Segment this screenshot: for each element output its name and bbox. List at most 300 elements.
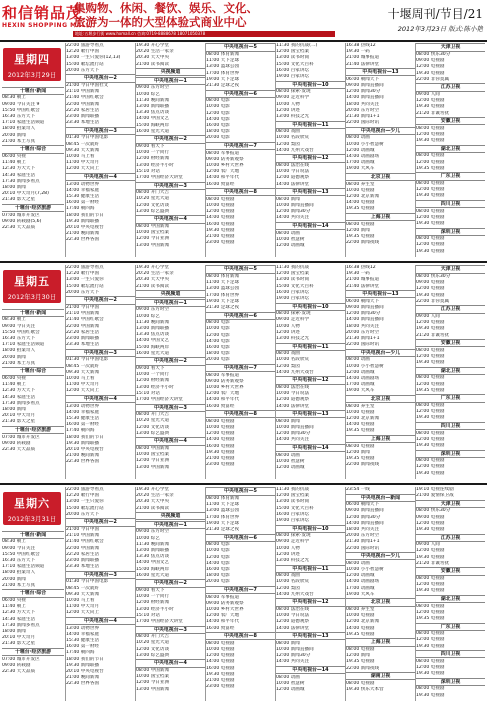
program-entry: 12:00 新闻 xyxy=(346,653,370,659)
program-entry: 19:00 百家讲坛 xyxy=(276,296,310,302)
schedule-column xyxy=(136,43,205,257)
program-entry: 13:00 经济半小时 xyxy=(136,606,174,612)
program-entry: 14:00 和平年代 xyxy=(206,175,240,181)
program-entry: 21:30 新闻1+1 xyxy=(346,114,380,120)
schedule-column xyxy=(206,487,275,701)
program-entry: 12:00 电视剧 xyxy=(416,131,445,137)
program-entry: 12:00 电视剧 xyxy=(416,436,445,442)
program-entry: 12:30 方大天下 xyxy=(2,166,36,172)
program-entry: 14:00 新闻直播间 xyxy=(346,520,384,526)
program-entry: 08:00 军事报道 xyxy=(206,372,240,378)
program-entry: 13:00 科技之光 xyxy=(276,114,310,120)
program-entry: 15:00 文化大百科 xyxy=(276,505,314,511)
program-entry: 13:00 读书时间 xyxy=(276,277,310,283)
program-entry: 14:00 电影 xyxy=(206,338,230,344)
program-entry: 12:00 梨园 xyxy=(276,585,300,591)
program-entry: 18:00 拍案奇人 xyxy=(2,570,36,576)
program-entry: 08:00 电视剧 xyxy=(346,443,375,449)
program-entry: 10:00 综艺 xyxy=(136,91,160,97)
program-entry: 08:00 电视剧 xyxy=(416,208,445,214)
program-entry: 12:00 电视剧 xyxy=(416,320,445,326)
program-entry: 12:00 农广天地 xyxy=(206,613,240,619)
program-entry: 21:40 法律讲堂 xyxy=(346,283,380,289)
program-entry: 14:00 电视剧 xyxy=(206,659,235,665)
program-entry: 18:00 拍案奇人 xyxy=(2,348,36,354)
program-entry: 21:30 影天之星 xyxy=(2,419,36,425)
program-entry: 23:30 本地生活 xyxy=(66,342,100,348)
channel-heading: 中央电视台—5 xyxy=(206,487,275,495)
program-entry: 08:00 电视剧 xyxy=(416,631,445,637)
channel-heading: 十堰台·经济旅游 xyxy=(2,426,64,434)
program-entry: 19:30 电视剧 xyxy=(206,227,235,233)
program-entry: 21:40 中国红歌会 xyxy=(66,95,104,101)
program-entry xyxy=(2,524,64,530)
channel-heading: 十堰台·综合 xyxy=(2,145,64,153)
program-entry: 22:00 旅游导看点 xyxy=(66,43,104,48)
program-entry: 12:00 今日亚洲 xyxy=(136,680,170,686)
program-entry: 12:00 电视剧 xyxy=(416,409,445,415)
schedule-column xyxy=(66,265,135,479)
program-entry: 10:00 新闻直播间 xyxy=(276,425,314,430)
program-entry: 08:00 中国新闻 xyxy=(136,668,170,673)
program-entry: 10:20 星光大道 xyxy=(136,196,170,202)
program-entry: 15:50 中国红歌会 xyxy=(2,329,40,335)
channel-heading: 中央电视台—8 xyxy=(206,410,275,418)
program-entry: 10:00 电视剧 xyxy=(346,613,375,619)
program-entry: 21:40 中国红歌会 xyxy=(66,317,104,323)
program-entry: 19:30 电视剧 xyxy=(416,104,445,110)
program-entry: 09:00 人间 xyxy=(416,91,440,97)
program-entry: 08:00 军事报道 xyxy=(206,150,240,156)
weekday-label: 星期四 xyxy=(14,53,50,66)
program-entry: 14:00 电视剧 xyxy=(346,200,375,206)
program-entry: 20:10 中天奇月 xyxy=(2,635,36,641)
program-entry: 09:00 防务新观察 xyxy=(206,378,244,384)
program-entry: 10:00 一个同行 xyxy=(136,372,170,378)
program-entry: 12:00 财经新闻 xyxy=(136,600,170,606)
program-entry: 08:00 电影 xyxy=(206,98,230,104)
program-entry: 10:00 综艺 xyxy=(136,313,160,319)
program-entry: 12:00 讲述 xyxy=(276,329,300,335)
program-entry: 16:00 电影 xyxy=(206,567,230,572)
program-entry: 08:00 电视剧 xyxy=(346,647,375,652)
channel-heading: 安徽卫视 xyxy=(416,567,485,575)
program-entry: 12:00 电视剧 xyxy=(206,209,235,215)
channel-heading: 中央电视台—4 xyxy=(66,617,135,625)
program-entry: 08:00 电视剧 xyxy=(416,575,445,581)
program-entry: 07:00 城市开发区 xyxy=(2,656,40,662)
program-entry: 21:30 足球之夜 xyxy=(206,527,240,532)
program-entry: 13:00 动物世界 xyxy=(66,625,100,631)
schedule-column xyxy=(206,43,275,257)
program-entry: 08:00 开门大吉 xyxy=(136,190,170,196)
column-divider xyxy=(65,43,66,257)
program-entry: 22:00 新闻夜线 xyxy=(346,665,380,671)
program-entry: 12:00 国宝档案 xyxy=(276,493,310,499)
program-entry: 14:00 法律讲堂 xyxy=(276,625,310,631)
program-entry: 13:00 科技之光 xyxy=(276,336,310,342)
channel-heading: 中央电视台—少儿 xyxy=(346,349,415,357)
program-entry: 10:00 小小智慧树 xyxy=(346,567,384,572)
program-entry: 22:30 天天品质 xyxy=(2,669,36,675)
program-entry: 09:00 看天下 xyxy=(136,144,165,149)
program-entry: 16:00 致富经 xyxy=(206,625,235,631)
program-entry: 15:00 海峡两岸 xyxy=(136,344,170,350)
schedule-column-local xyxy=(2,487,64,701)
channel-heading: 十堰台·新闻 xyxy=(2,87,64,95)
program-entry: 09:00 转载剧 xyxy=(2,440,31,446)
program-entry: 14:00 幸福家庭 xyxy=(66,409,100,415)
program-entry: 11:30 我的抗战(二) xyxy=(276,43,318,48)
program-entry: 12:00 道德观察 xyxy=(276,175,310,181)
program-entry: 09:00 新闻直播间 xyxy=(346,83,384,88)
program-entry: 12:00 新闻 xyxy=(346,449,370,455)
program-entry: 19:10 电视连续剧 xyxy=(416,487,454,492)
channel-heading: 中央电视台—12 xyxy=(276,598,345,606)
program-entry: 08:00 养生堂 xyxy=(346,181,375,187)
program-entry: 16:00 星光大道 xyxy=(136,350,170,356)
program-entry: 09:00 今日关注 xyxy=(2,545,36,551)
program-entry: 22:30 天天品质 xyxy=(2,447,36,453)
channel-heading: 江苏卫视 xyxy=(416,83,485,91)
program-entry: 14:00 电视剧 xyxy=(206,215,235,221)
program-entry: 13:00 动物世界 xyxy=(66,403,100,409)
channel-heading: 天津卫视 xyxy=(416,265,485,273)
program-entry: 08:00 电视剧 xyxy=(206,640,235,646)
program-entry: 22:00 非你莫属 xyxy=(416,298,450,304)
program-entry: 15:30 健康生活 xyxy=(66,638,100,644)
program-entry: 14:00 九州大戏台 xyxy=(276,147,314,153)
column-divider xyxy=(135,43,136,257)
schedule-column xyxy=(416,265,485,479)
program-entry: 21:00 本土写真 xyxy=(2,582,36,588)
program-entry: 08:00 探索·发现 xyxy=(276,311,311,317)
program-entry: 16:30 东方天下 xyxy=(2,336,36,342)
program-entry: 22:30 世界各国 xyxy=(66,459,100,465)
channel-heading: 中央电视台—14 xyxy=(276,222,345,230)
program-entry: 08:00 电视剧 xyxy=(416,658,445,664)
program-entry: 18:00 电影 xyxy=(206,573,230,579)
program-entry: 11:00 天下足球 xyxy=(206,502,240,508)
program-entry: 20:30 天天中央 xyxy=(136,55,170,61)
program-entry: 12:00 动画城 xyxy=(276,687,305,692)
column-divider xyxy=(65,487,66,701)
channel-heading: 中央电视台—14 xyxy=(276,666,345,674)
channel-heading: 中央电视台—13 xyxy=(276,632,345,640)
column-divider xyxy=(275,265,276,479)
program-entry: 20:00 东方时空 xyxy=(346,329,380,335)
program-entry: 19:35 电视剧 xyxy=(416,165,445,171)
program-entry: 12:00 电视剧 xyxy=(416,98,445,104)
program-entry: 22:00 国际时讯 xyxy=(346,342,380,348)
program-entry: 22:30 天天品质 xyxy=(2,225,36,231)
program-entry: 12:00 电视剧 xyxy=(416,664,445,670)
program-entry: 21:00 电视剧 xyxy=(206,234,235,240)
program-entry: 22:30 世界各国 xyxy=(66,681,100,687)
program-entry: 14:30 家庭生活 xyxy=(2,616,36,622)
program-entry: 07:00 城市开发区 xyxy=(2,434,40,440)
program-entry: 14:00 和平年代 xyxy=(206,397,240,403)
program-entry: 19:30 新闻联播 xyxy=(66,440,100,446)
program-entry: 22:00 新闻夜线 xyxy=(346,462,380,468)
channel-heading: 江苏卫视 xyxy=(416,305,485,313)
schedule-column xyxy=(346,43,415,257)
program-entry: 19:00 百家讲坛 xyxy=(276,518,310,524)
program-entry: 12:00 梨园 xyxy=(276,363,300,369)
program-entry: 21:00 爱情保卫战 xyxy=(416,493,454,499)
program-entry: 19:35 电视剧 xyxy=(416,615,445,621)
program-entry: 16:00 百家讲坛 xyxy=(276,67,310,73)
program-entry: 10:00 马上看 xyxy=(66,598,95,604)
program-entry: 10:00 小小智慧树 xyxy=(346,363,384,369)
program-entry: 19:30 电视剧 xyxy=(416,360,445,366)
program-entry: 14:00 电视剧 xyxy=(346,625,375,631)
logo-chinese-name: 和信销品茂 xyxy=(2,4,83,22)
program-entry: 22:20 家居生活 xyxy=(66,329,100,335)
program-entry: 12:00 电视剧 xyxy=(206,653,235,659)
program-entry: 08:00 电视剧 xyxy=(416,458,445,464)
program-entry: 08:00 养生堂 xyxy=(346,607,375,612)
program-entry: 19:30 开心学堂 xyxy=(136,43,170,48)
channel-heading: 中央电视台—2 xyxy=(66,74,135,82)
paper-masthead xyxy=(388,5,483,33)
program-entry: 20:20 生活一家亲 xyxy=(136,271,174,277)
program-entry: 22:00 旅游导看点 xyxy=(66,265,104,270)
program-entry: 17:30 新闻多看点 xyxy=(2,622,40,628)
program-entry: 13:00 综艺盛典 xyxy=(136,430,170,436)
program-entry: 21:20 非诚勿扰 xyxy=(416,110,450,116)
column-divider xyxy=(345,43,346,257)
program-entry: 12:00 讲述 xyxy=(276,107,300,113)
program-entry: 12:00 农广天地 xyxy=(206,169,240,175)
channel-heading: 安徽卫视 xyxy=(416,339,485,347)
program-entry: 21:00 本土写真 xyxy=(2,360,36,366)
program-entry: 09:00 走近科学 xyxy=(276,317,310,323)
program-entry: 19:30 电视剧 xyxy=(416,643,445,649)
program-entry: 13:00 新闻联播 xyxy=(136,104,170,109)
program-entry: 12:00 电影 xyxy=(206,554,230,560)
day-divider xyxy=(0,261,487,263)
program-entry: 12:00 道德观察 xyxy=(276,397,310,403)
channel-heading: 中央电视台—2 xyxy=(136,357,205,365)
program-entry: 08:00 法治在线 xyxy=(276,163,310,168)
channel-heading: 十堰台·经济旅游 xyxy=(2,204,64,212)
program-entry: 18:00 共同关注 xyxy=(346,101,380,107)
program-entry: 19:30 电视剧 xyxy=(416,248,445,254)
schedule-column-local xyxy=(2,43,64,257)
program-entry: 19:30 开心学堂 xyxy=(136,487,170,492)
program-entry: 06:00 朝闻天下 xyxy=(346,298,380,304)
column-divider xyxy=(415,265,416,479)
program-entry: 11:30 我的抗战 xyxy=(276,487,310,492)
program-entry: 21:10 中国新闻 xyxy=(66,311,100,317)
channel-heading: 中央电视台—12 xyxy=(276,154,345,162)
program-entry: 08:00 电影 xyxy=(206,320,230,326)
column-divider xyxy=(65,265,66,479)
program-entry: 14:00 共同关注 xyxy=(276,659,310,665)
program-entry: 12:20 歌行中国 xyxy=(66,271,100,277)
program-entry: 14:00 九州大戏台 xyxy=(276,369,314,375)
day-block xyxy=(0,487,487,701)
program-entry: 13:00 新闻联播 xyxy=(136,326,170,331)
program-entry: 13:00 一生只爱你 xyxy=(66,499,104,505)
program-entry: 18:00 我们的节日 xyxy=(66,656,104,662)
program-entry: 19:30 电视剧 xyxy=(416,220,445,226)
program-entry xyxy=(2,80,64,86)
program-entry: 09:00 东方时空 xyxy=(136,85,170,91)
program-entry: 10:00 新闻直播间 xyxy=(276,203,314,208)
program-entry: 12:00 电视剧 xyxy=(416,464,445,470)
program-entry: 19:30 电视剧 xyxy=(416,415,445,421)
column-divider xyxy=(205,43,206,257)
program-entry: 21:00 城事报道 xyxy=(346,55,380,61)
program-entry: 10:20 星光大道 xyxy=(136,640,170,646)
program-entry: 12:00 新闻30分 xyxy=(346,89,381,95)
program-entry: 11:40 朝上 xyxy=(2,604,26,610)
program-entry: 14:00 电影 xyxy=(206,560,230,566)
channel-heading: 中央电视台—7 xyxy=(206,364,275,372)
program-entry: 22:00 旅游导看点 xyxy=(66,487,104,492)
program-entry: 12:00 动画城 xyxy=(346,147,375,153)
program-entry: 19:35 电视剧 xyxy=(346,428,375,434)
program-entry: 19:30 一码 xyxy=(346,49,370,55)
program-entry: 09:00 人间 xyxy=(416,542,440,548)
program-entry: 16:30 东方天下 xyxy=(2,114,36,120)
program-entry: 08:00 动画 xyxy=(276,452,300,458)
channel-heading: 中央电视台—1 xyxy=(136,299,205,307)
program-entry: 21:30 影天之星 xyxy=(2,197,36,203)
program-entry: 12:00 电视剧 xyxy=(416,637,445,643)
program-entry: 14:00 电视剧 xyxy=(346,422,375,428)
program-entry: 19:30 新闻联播 xyxy=(66,218,100,224)
channel-heading: 中央电视台—3 xyxy=(136,404,205,412)
program-entry: 12:00 电视剧 xyxy=(416,286,445,292)
program-entry: 18:00 我们的节日 xyxy=(66,434,104,440)
program-entry: 19:00 天下足球 xyxy=(206,520,240,526)
column-divider xyxy=(135,265,136,479)
program-entry: 23:54 一线 xyxy=(346,487,370,492)
program-entry: 19:30 电视剧 xyxy=(416,70,445,76)
program-entry: 14:00 电视剧 xyxy=(206,437,235,443)
program-entry: 12:00 电影 xyxy=(206,110,230,116)
channel-heading: 中央电视台—7 xyxy=(206,586,275,594)
column-divider xyxy=(275,487,276,701)
channel-heading: 中央电视台—3 xyxy=(66,571,135,579)
program-entry: 08:00 电视剧 xyxy=(416,375,445,381)
program-entry: 21:00 今日中国 xyxy=(66,527,100,532)
channel-heading: 湖北卫视 xyxy=(416,367,485,375)
program-entry: 08:00 法治在线 xyxy=(276,385,310,390)
channel-heading: 上海卫视 xyxy=(346,638,415,646)
program-entry: 15:00 文化大百科 xyxy=(276,61,314,67)
program-entry: 12:00 新闻30分 xyxy=(276,209,311,215)
date-label: 2012年3月31日 xyxy=(7,515,57,523)
program-entry: 12:20 歌行中国 xyxy=(66,49,100,55)
program-entry: 10:00 今日说法 xyxy=(276,391,310,397)
program-entry: 13:00 篮球公园 xyxy=(206,64,240,70)
schedule-column xyxy=(136,487,205,701)
program-entry: 23:30 本地生活 xyxy=(66,564,100,570)
channel-heading: 湖北卫视 xyxy=(416,145,485,153)
program-entry: 13:00 科技之光 xyxy=(276,558,310,564)
program-entry: 08:00 养生堂 xyxy=(346,403,375,409)
program-entry: 16:00 第一财经 xyxy=(66,200,100,206)
program-entry: 21:00 读书阅读 xyxy=(136,505,170,511)
program-entry: 20:10 中天奇月(7,28) xyxy=(2,191,49,197)
program-entry: 17:00 中国经济大讲堂 xyxy=(136,397,183,403)
program-entry: 12:00 电视剧 xyxy=(416,242,445,248)
program-entry: 16:38 热线12 xyxy=(346,265,376,270)
weekday-label: 星期五 xyxy=(14,275,50,288)
program-entry: 12:00 电视剧 xyxy=(206,431,235,437)
program-entry: 10:00 一个同行 xyxy=(136,150,170,156)
program-entry: 17:00 动画城 xyxy=(346,585,375,591)
program-entry: 20:10 中央电视台 xyxy=(66,447,104,453)
program-entry: 12:00 新闻30分 xyxy=(276,653,311,659)
program-entry: 08:00 戏曲 xyxy=(276,573,300,579)
program-entry: 20:00 电影 xyxy=(206,357,230,363)
program-entry: 16:00 第一财经 xyxy=(66,422,100,428)
program-entry: 09:00 走近科学 xyxy=(276,95,310,101)
program-entry: 12:00 动画城 xyxy=(346,369,375,375)
program-entry: 08:00 开门大吉 xyxy=(136,634,170,640)
program-entry: 19:30 电视剧 xyxy=(416,671,445,677)
channel-heading: 中央电视台—4 xyxy=(136,437,205,445)
program-entry: 14:00 法律讲堂 xyxy=(276,181,310,187)
channel-heading: 中央电视台—少儿 xyxy=(346,552,415,560)
program-entry: 12:00 今日亚洲 xyxy=(136,458,170,464)
program-entry: 12:30 方大天下 xyxy=(2,388,36,394)
program-entry: 15:50 中国红歌会 xyxy=(2,107,40,113)
program-entry: 12:00 今日亚洲 xyxy=(136,236,170,242)
program-entry: 21:10 中国新闻 xyxy=(66,533,100,539)
program-entry: 01:30 今日中国电影 xyxy=(66,579,109,585)
program-entry: 09:00 今日关注 xyxy=(2,323,36,329)
schedule-column xyxy=(346,265,415,479)
program-entry: 08:00 动画 xyxy=(346,357,370,363)
program-entry: 13:00 动物世界 xyxy=(66,181,100,187)
program-entry: 08:00 动画 xyxy=(276,674,300,680)
program-entry: 12:00 财经新闻 xyxy=(136,378,170,384)
channel-heading: 湖北卫视 xyxy=(416,595,485,603)
channel-heading: 广东卫视 xyxy=(416,172,485,180)
program-entry: 17:30 新闻多看点 xyxy=(2,178,40,184)
program-entry: 14:00 和平年代 xyxy=(206,619,240,625)
schedule-column xyxy=(206,265,275,479)
program-entry: 12:00 电视剧 xyxy=(416,548,445,554)
program-entry: 12:00 天天向上 xyxy=(66,610,100,616)
program-entry: 11:30 晚间新闻 xyxy=(136,541,170,547)
program-entry: 17:00 体育世界 xyxy=(206,70,240,76)
program-entry: 22:00 中国新闻 xyxy=(66,101,100,107)
program-entry: 12:00 电视剧 xyxy=(416,214,445,220)
program-entry: 08:30 朝上 xyxy=(2,317,26,323)
channel-heading: 中央电视台—13 xyxy=(276,410,345,418)
program-entry: 08:00 电视剧 xyxy=(416,402,445,408)
program-entry: 17:00 中国经济大讲堂 xyxy=(136,175,183,181)
program-entry: 10:00 智慧树 xyxy=(276,458,305,464)
program-entry: 10:00 电视剧 xyxy=(206,203,235,208)
program-entry: 16:00 星光大道 xyxy=(136,572,170,578)
program-entry: 11:00 天下足球 xyxy=(206,280,240,286)
program-entry: 17:40 朝四海 xyxy=(66,650,95,656)
program-entry: 12:20 歌行中国 xyxy=(66,493,100,499)
program-entry: 12:00 北京新闻 xyxy=(346,416,380,422)
program-entry: 08:00 动画 xyxy=(276,230,300,236)
program-entry: 19:30 电视剧 xyxy=(416,470,445,476)
program-entry: 10:20 星光大道 xyxy=(136,418,170,424)
program-entry: 13:00 一生只爱你(12,13) xyxy=(66,55,121,61)
